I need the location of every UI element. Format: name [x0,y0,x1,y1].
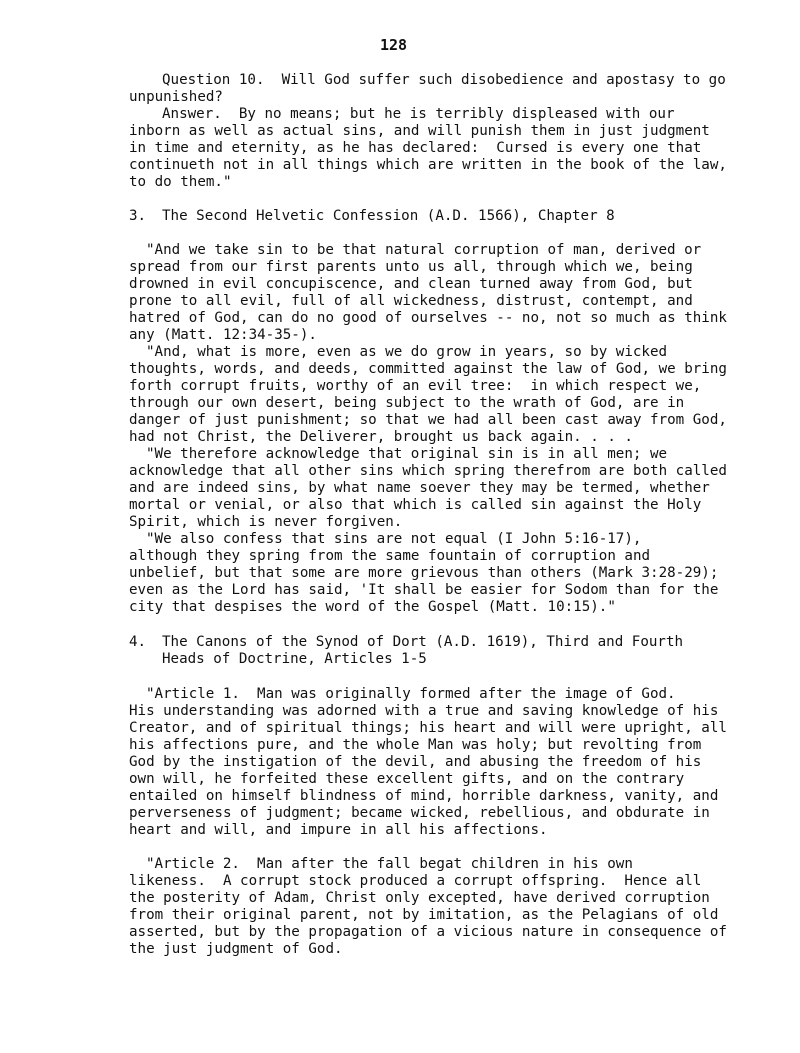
section3-line: Spirit, which is never forgiven. [129,514,403,530]
article2-line: likeness. A corrupt stock produced a corrupt offspring. Hence all [129,873,702,889]
article1-line: entailed on himself blindness of mind, horrible darkness, vanity, and [129,788,719,804]
section-heading: The Second Helvetic Confession (A.D. 1566), Chapter 8 [162,208,615,224]
article1-line: Creator, and of spiritual things; his heart and will were upright, all [129,720,727,736]
article1-line: "Article 1. Man was originally formed after the image of God. [146,686,676,702]
section3-line: although they spring from the same fountain of corruption and [129,548,651,564]
question10-line: in time and eternity, as he has declared: Cursed is every one that [129,140,702,156]
section3-line: hatred of God, can do no good of ourselves -- no, not so much as think [129,310,727,326]
section3-line: danger of just punishment; so that we had all been cast away from God, [129,412,727,428]
section3-line: unbelief, but that some are more grievous than others (Mark 3:28-29); [129,565,719,581]
article1-line: own will, he forfeited these excellent gifts, and on the contrary [129,771,685,787]
section3-line: thoughts, words, and deeds, committed against the law of God, we bring [129,361,727,377]
section3-line: "And we take sin to be that natural corruption of man, derived or [146,242,702,258]
section3-line: acknowledge that all other sins which spring therefrom are both called [129,463,727,479]
section3-line: even as the Lord has said, 'It shall be easier for Sodom than for the [129,582,719,598]
article1-line: perverseness of judgment; became wicked, rebellious, and obdurate in [129,805,710,821]
article2-line: asserted, but by the propagation of a vicious nature in consequence of [129,924,727,940]
section3-line: any (Matt. 12:34-35-). [129,327,317,343]
article1-line: heart and will, and impure in all his affections. [129,822,548,838]
section3-line: had not Christ, the Deliverer, brought us back again. . . . [129,429,633,445]
question10-line: inborn as well as actual sins, and will punish them in just judgment [129,123,710,139]
question10-line: Question 10. Will God suffer such disobedience and apostasy to go [162,72,726,88]
article1-line: his affections pure, and the whole Man was holy; but revolting from [129,737,702,753]
section3-line: "We also confess that sins are not equal (I John 5:16-17), [146,531,642,547]
section3-line: prone to all evil, full of all wickedness, distrust, contempt, and [129,293,693,309]
article1-line: His understanding was adorned with a true and saving knowledge of his [129,703,719,719]
section3-line: drowned in evil concupiscence, and clean turned away from God, but [129,276,693,292]
section3-line: forth corrupt fruits, worthy of an evil tree: in which respect we, [129,378,702,394]
section3-line: mortal or venial, or also that which is called sin against the Holy [129,497,702,513]
article2-line: the just judgment of God. [129,941,343,957]
section3-line: "And, what is more, even as we do grow in years, so by wicked [146,344,668,360]
section3-line: city that despises the word of the Gospel (Matt. 10:15)." [129,599,616,615]
page-number: 128 [380,36,408,54]
question10-line: to do them." [129,174,232,190]
section-heading: Heads of Doctrine, Articles 1-5 [162,651,427,667]
section-number: 4. [129,634,147,650]
article2-line: "Article 2. Man after the fall begat children in his own [146,856,633,872]
question10-line: unpunished? [129,89,223,105]
article1-line: God by the instigation of the devil, and abusing the freedom of his [129,754,702,770]
section3-line: "We therefore acknowledge that original sin is in all men; we [146,446,668,462]
section3-line: through our own desert, being subject to the wrath of God, are in [129,395,685,411]
question10-line: Answer. By no means; but he is terribly displeased with our [162,106,675,122]
question10-line: continueth not in all things which are written in the book of the law, [129,157,727,173]
section-number: 3. [129,208,147,224]
article2-line: the posterity of Adam, Christ only excepted, have derived corruption [129,890,710,906]
section3-line: spread from our first parents unto us all, through which we, being [129,259,693,275]
article2-line: from their original parent, not by imitation, as the Pelagians of old [129,907,719,923]
section-heading: The Canons of the Synod of Dort (A.D. 1619), Third and Fourth [162,634,684,650]
section3-line: and are indeed sins, by what name soever they may be termed, whether [129,480,710,496]
